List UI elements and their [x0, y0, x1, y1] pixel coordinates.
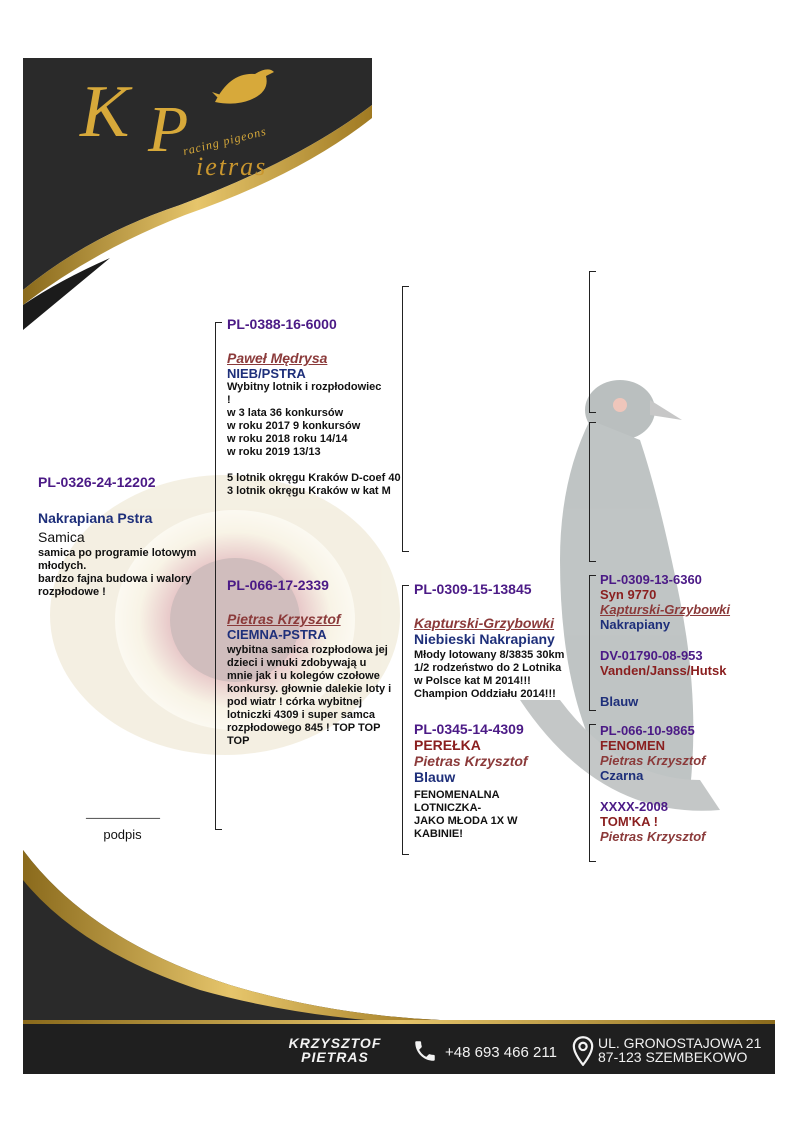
bracket-parents	[215, 322, 216, 830]
location-pin-icon	[572, 1036, 594, 1066]
gen3-bird-c	[600, 723, 780, 783]
bracket-sire-parents	[402, 286, 403, 552]
gen3-bird-a	[600, 572, 780, 632]
dam-ring: PL-066-17-2339	[227, 577, 329, 593]
bracket-gen3-4	[589, 724, 590, 862]
subject-description: samica po programie lotowym młodych. bardzo fajna budowa i walory rozpłodowe !	[38, 547, 197, 598]
dam-sire-color: Niebieski Nakrapiany	[414, 631, 555, 647]
gen3-a-name: Syn 9770	[600, 587, 657, 602]
signature	[45, 813, 200, 842]
subject-bird	[38, 474, 216, 599]
pigeon-logo-icon	[210, 62, 280, 112]
gen3-b-name: Vanden/Janss/Hutsk	[600, 663, 727, 678]
bracket-dam-parents	[402, 585, 403, 855]
sire-color: NIEB/PSTRA	[227, 366, 306, 381]
bracket-gen3-1	[589, 271, 590, 413]
gen3-b-ring: DV-01790-08-953	[600, 648, 703, 663]
dam-breeder: Pietras Krzysztof	[227, 611, 341, 627]
bracket-gen3-2	[589, 422, 590, 562]
gen3-c-breeder: Pietras Krzysztof	[600, 753, 706, 768]
logo-tagline: racing pigeons	[181, 123, 268, 159]
signature-label: podpis	[103, 827, 142, 842]
dam-color: CIEMNA-PSTRA	[227, 627, 327, 642]
subject-ring: PL-0326-24-12202	[38, 474, 156, 490]
dam-bird	[227, 577, 405, 748]
logo-letter-k: K	[80, 71, 130, 153]
gen3-c-color: Czarna	[600, 768, 644, 783]
gen3-d-name: TOM'KA !	[600, 814, 658, 829]
gen3-d-ring: XXXX-2008	[600, 799, 668, 814]
dam-dam-description: FENOMENALNA LOTNICZKA- JAKO MŁODA 1X W KABINIE!	[414, 789, 518, 840]
subject-name: Nakrapiana Pstra	[38, 510, 153, 526]
footer-owner-name	[275, 1036, 395, 1064]
footer-address-line2: 87-123 SZEMBEKOWO	[598, 1049, 748, 1065]
gen3-b-color: Blauw	[600, 694, 639, 709]
gen3-c-name: FENOMEN	[600, 738, 665, 753]
dam-sire-bird	[414, 581, 592, 701]
logo-name: ietras	[196, 152, 268, 181]
gen3-c-ring: PL-066-10-9865	[600, 723, 695, 738]
kp-pietras-logo	[60, 60, 290, 200]
phone-icon	[412, 1038, 438, 1064]
dam-sire-breeder: Kapturski-Grzybowki	[414, 615, 555, 631]
gen3-bird-b	[600, 648, 780, 709]
dam-dam-name: PEREŁKA	[414, 737, 481, 753]
dam-dam-ring: PL-0345-14-4309	[414, 721, 524, 737]
sire-description: Wybitny lotnik i rozpłodowiec ! w 3 lata 36 konkursów w roku 2017 9 konkursów w roku 2018 roku 14/14 w roku 2019 13/13 5 lotnik okręgu Kraków D-coef 40 3 lotnik okręgu Kraków w kat M	[227, 381, 401, 497]
logo-letter-p: P	[148, 93, 189, 166]
footer-name-line1: KRZYSZTOF	[288, 1035, 382, 1051]
dam-dam-bird	[414, 721, 592, 841]
gen3-a-breeder: Kapturski-Grzybowki	[600, 602, 731, 617]
gen3-bird-d	[600, 799, 780, 844]
dam-sire-ring: PL-0309-15-13845	[414, 581, 532, 597]
footer-address-line1: UL. GRONOSTAJOWA 21	[598, 1035, 762, 1051]
dam-description: wybitna samica rozpłodowa jej dzieci i wnuki zdobywają u mnie jak i u kolegów czołowe konkursy. głownie dalekie loty i pod wiatr ! córka wybitnej lotniczki 4309 i super samca rozpłodowego 845 ! TOP TOP TOP	[227, 644, 392, 747]
signature-line: -------------------------------------	[85, 813, 160, 823]
sire-breeder: Paweł Mędrysa	[227, 350, 328, 366]
footer-phone[interactable]: +48 693 466 211	[445, 1044, 557, 1061]
subject-sex: Samica	[38, 529, 85, 545]
dam-sire-description: Młody lotowany 8/3835 30km 1/2 rodzeństwo do 2 Lotnika w Polsce kat M 2014!!! Champion Oddziału 2014!!!	[414, 649, 565, 700]
gen3-a-ring: PL-0309-13-6360	[600, 572, 702, 587]
footer-name-line2: PIETRAS	[301, 1049, 369, 1065]
bracket-gen3-3	[589, 575, 590, 711]
dam-dam-breeder: Pietras Krzysztof	[414, 753, 528, 769]
footer-address	[598, 1036, 761, 1064]
dam-dam-color: Blauw	[414, 769, 456, 785]
gen3-d-breeder: Pietras Krzysztof	[600, 829, 706, 844]
sire-bird	[227, 316, 402, 498]
sire-ring: PL-0388-16-6000	[227, 316, 337, 332]
gen3-a-color: Nakrapiany	[600, 617, 671, 632]
